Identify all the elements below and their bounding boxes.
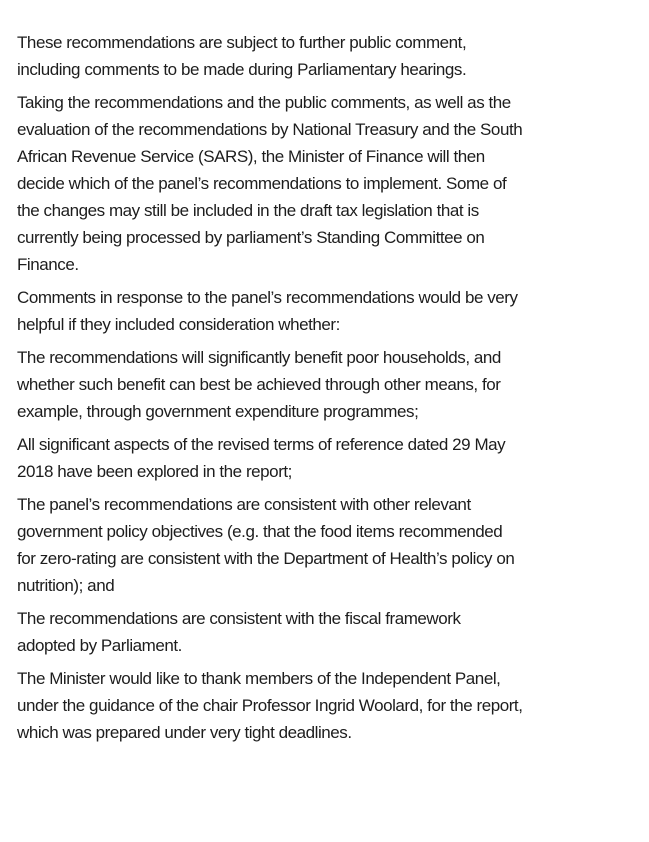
text-line: government policy objectives (e.g. that the food items recommended	[17, 522, 503, 541]
text-line: The recommendations are consistent with the fiscal framework	[17, 609, 461, 628]
text-line: African Revenue Service (SARS), the Minister of Finance will then	[17, 147, 485, 166]
text-line: nutrition); and	[17, 576, 115, 595]
text-line: example, through government expenditure programmes;	[17, 402, 419, 421]
paragraph-benefit-poor-households	[17, 344, 633, 425]
text-line: The Minister would like to thank members of the Independent Panel,	[17, 669, 501, 688]
text-line: which was prepared under very tight deadlines.	[17, 723, 352, 742]
text-line: Comments in response to the panel’s recommendations would be very	[17, 288, 518, 307]
text-line: The recommendations will significantly benefit poor households, and	[17, 348, 501, 367]
text-line: These recommendations are subject to further public comment,	[17, 33, 467, 52]
paragraph-policy-objectives	[17, 491, 633, 599]
text-line: for zero-rating are consistent with the Department of Health’s policy on	[17, 549, 515, 568]
paragraph-comments-helpful	[17, 284, 633, 338]
paragraph-thanks-panel	[17, 665, 633, 746]
text-line: adopted by Parliament.	[17, 636, 182, 655]
text-line: under the guidance of the chair Professor Ingrid Woolard, for the report,	[17, 696, 523, 715]
paragraph-fiscal-framework	[17, 605, 633, 659]
paragraph-public-comment	[17, 29, 633, 83]
text-line: 2018 have been explored in the report;	[17, 462, 292, 481]
text-line: All significant aspects of the revised terms of reference dated 29 May	[17, 435, 506, 454]
text-line: currently being processed by parliament’s Standing Committee on	[17, 228, 485, 247]
text-line: decide which of the panel’s recommendations to implement. Some of	[17, 174, 507, 193]
text-line: the changes may still be included in the draft tax legislation that is	[17, 201, 479, 220]
text-line: Finance.	[17, 255, 79, 274]
text-line: Taking the recommendations and the public comments, as well as the	[17, 93, 511, 112]
text-line: including comments to be made during Parliamentary hearings.	[17, 60, 467, 79]
text-line: evaluation of the recommendations by National Treasury and the South	[17, 120, 523, 139]
text-line: whether such benefit can best be achieved through other means, for	[17, 375, 501, 394]
paragraph-terms-of-reference	[17, 431, 633, 485]
paragraph-minister-decision	[17, 89, 633, 278]
text-line: helpful if they included consideration whether:	[17, 315, 340, 334]
text-line: The panel’s recommendations are consistent with other relevant	[17, 495, 471, 514]
